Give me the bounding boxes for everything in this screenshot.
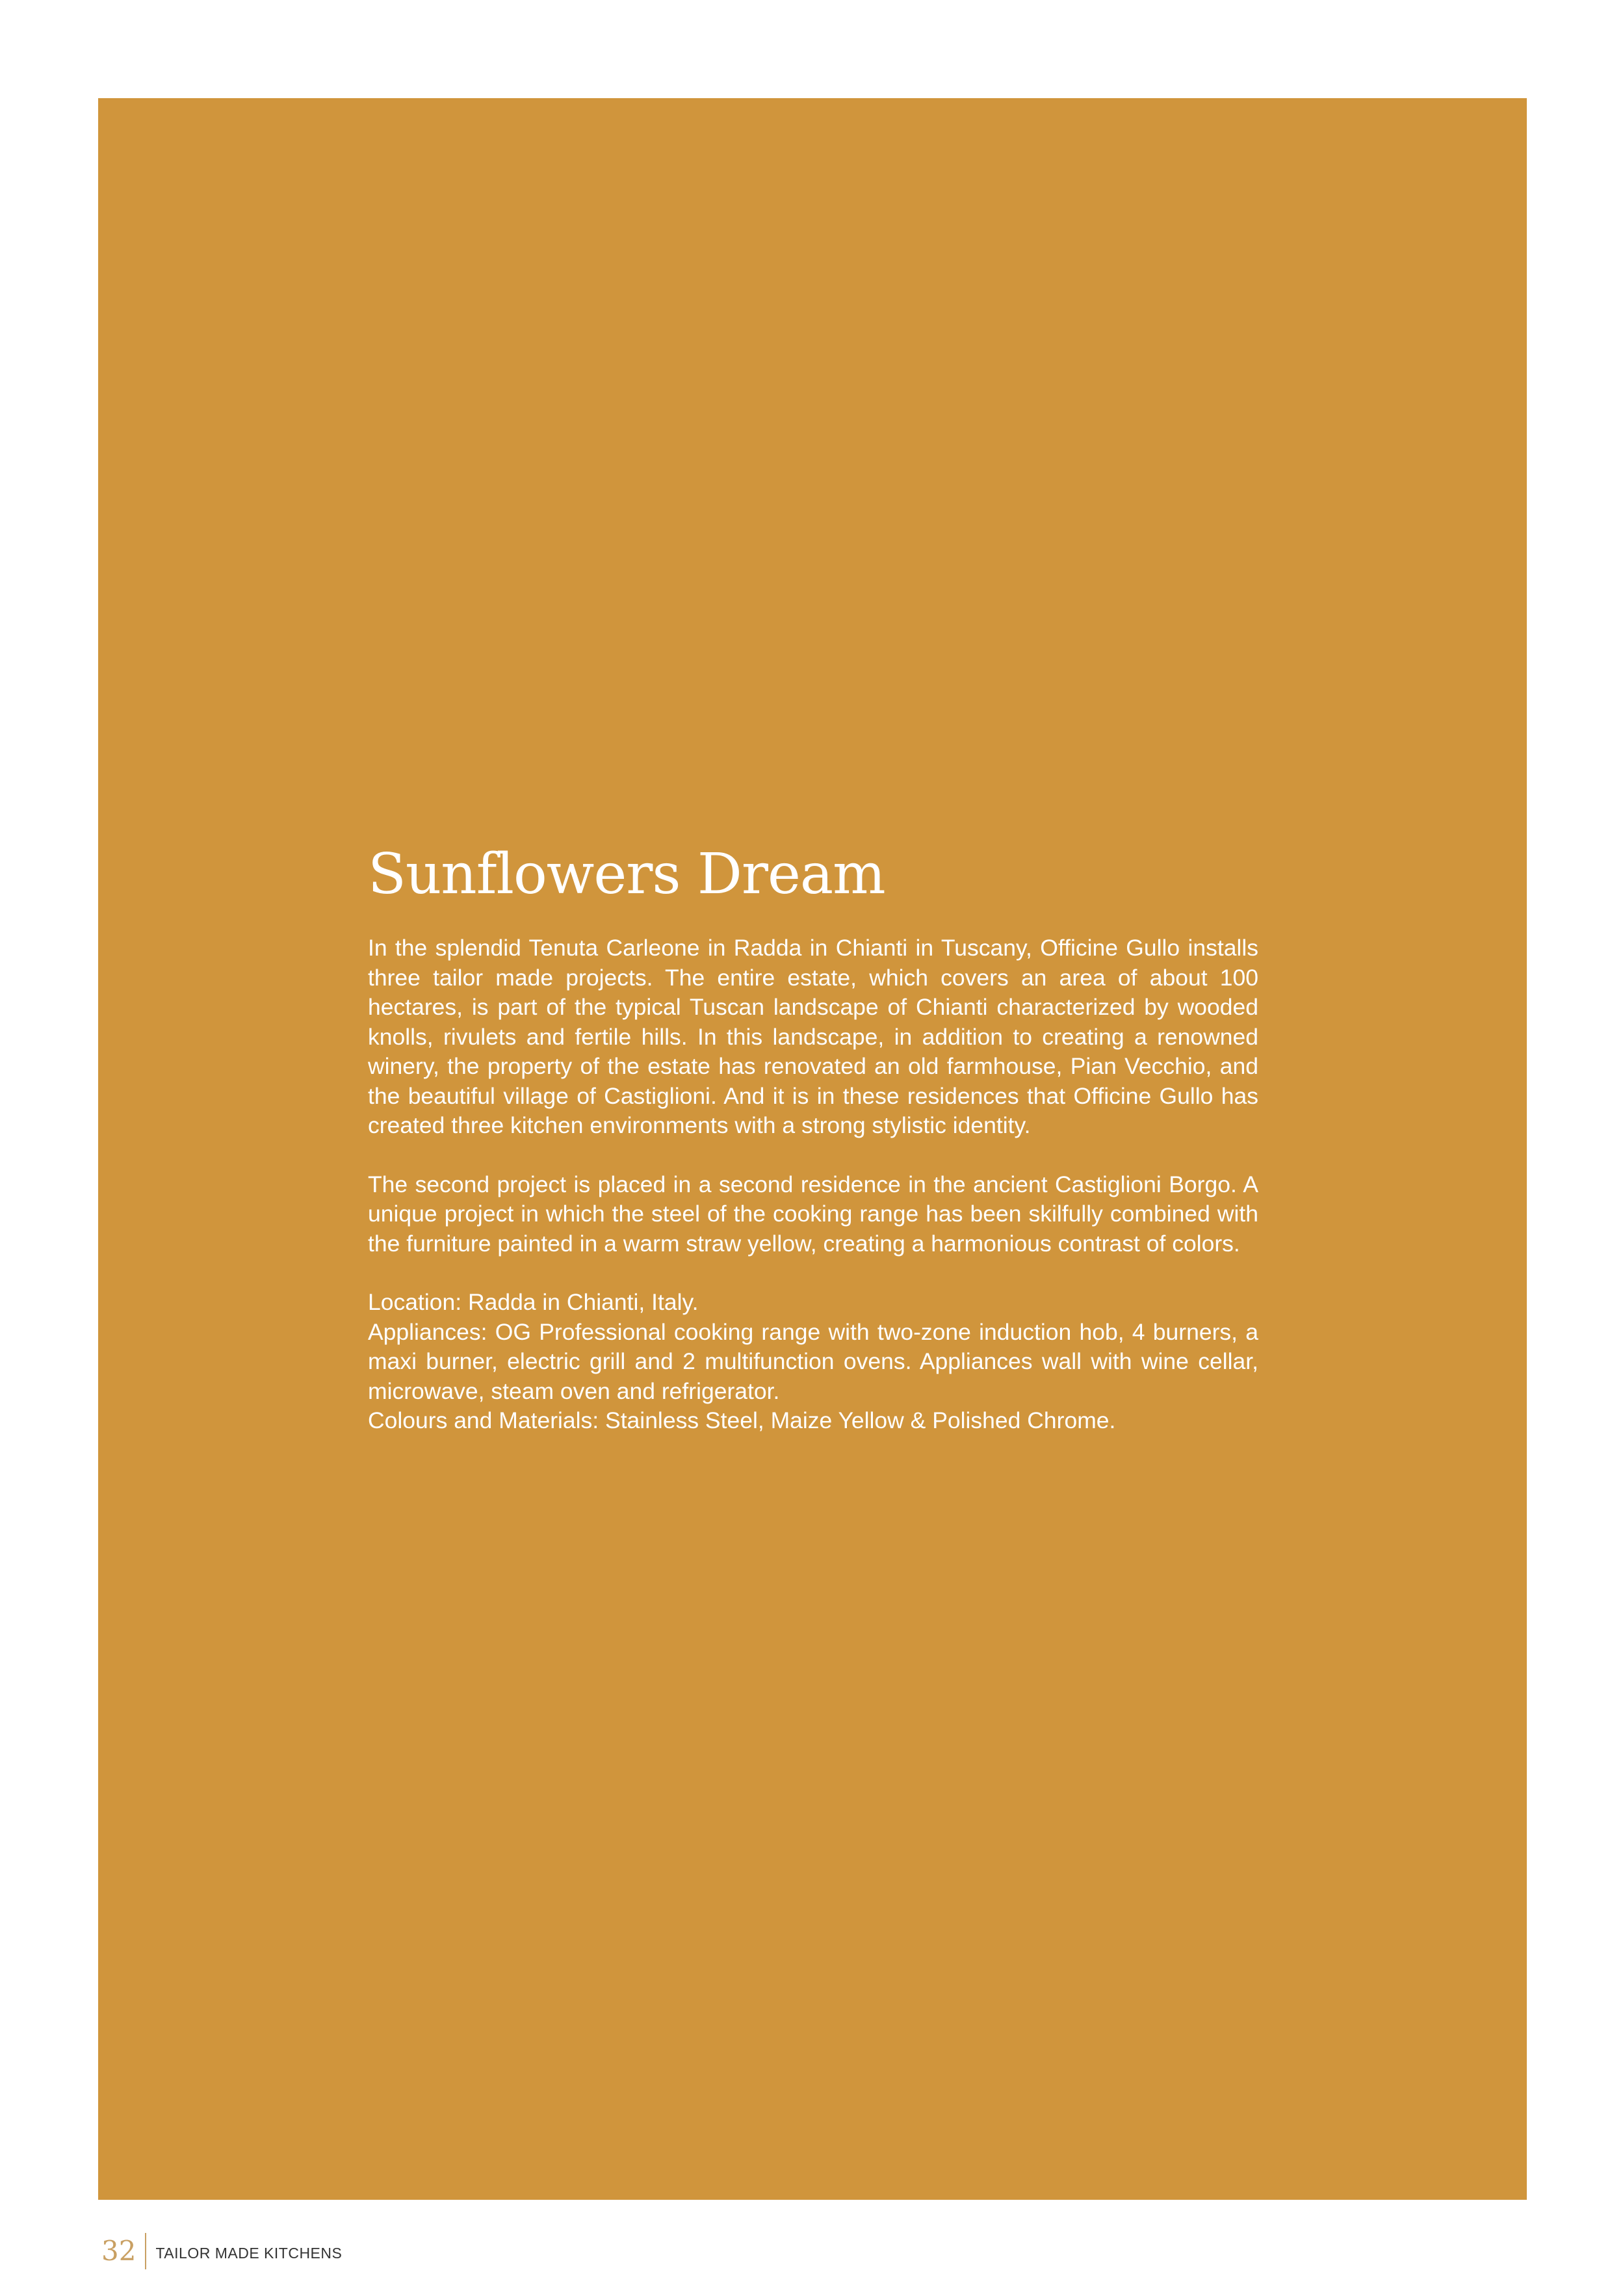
paragraph-spacer (368, 1141, 1258, 1170)
page-footer (101, 2232, 342, 2271)
footer-divider (145, 2233, 146, 2269)
project-paragraph: The second project is placed in a second residence in the ancient Castiglioni Borgo. A unique project in which the steel of the cooking range has been skilfully combined with the furniture painted in a warm straw yellow, creating a harmonious contrast of colors. (368, 1171, 1258, 1257)
running-title: TAILOR MADE KITCHENS (155, 2245, 343, 2262)
appliances-line: Appliances: OG Professional cooking range with two-zone induction hob, 4 burners, a maxi burner, electric grill and 2 multifunction ovens. Appliances wall with wine cellar, microwave, steam oven and refrigerator. (368, 1318, 1258, 1404)
intro-paragraph: In the splendid Tenuta Carleone in Radda in Chianti in Tuscany, Officine Gullo installs three tailor made projects. The entire estate, which covers an area of about 100 hectares, is part of the typical Tuscan landscape of Chianti characterized by wooded knolls, rivulets and fertile hills. In this landscape, in addition to creating a renowned winery, the property of the estate has renovated an old farmhouse, Pian Vecchio, and the beautiful village of Castiglioni. And it is in these residences that Officine Gullo has created three kitchen environments with a strong stylistic identity. (368, 935, 1258, 1138)
paragraph-spacer (368, 1259, 1258, 1288)
materials-line: Colours and Materials: Stainless Steel, Maize Yellow & Polished Chrome. (368, 1407, 1116, 1433)
page-number: 32 (101, 2235, 136, 2267)
article-title: Sunflowers Dream (368, 842, 885, 907)
location-line: Location: Radda in Chianti, Italy. (368, 1289, 699, 1315)
article-body (368, 839, 1258, 1436)
